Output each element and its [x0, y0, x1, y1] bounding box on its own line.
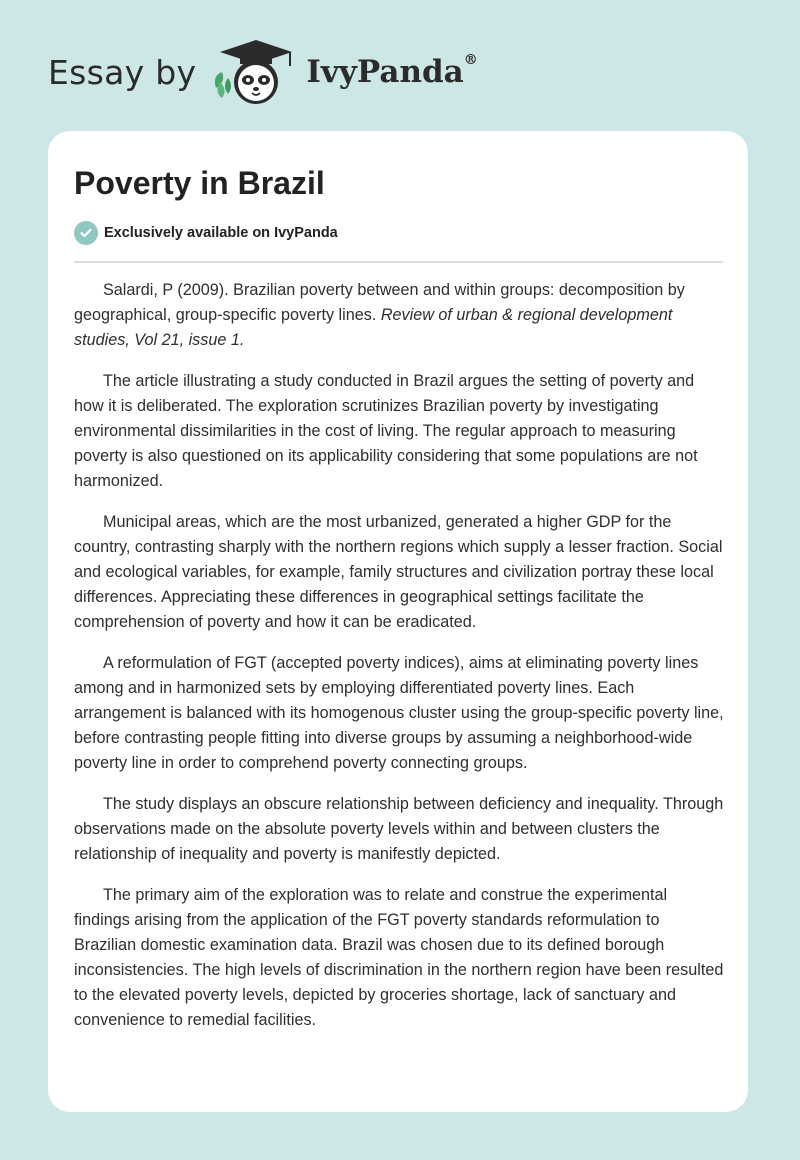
reference-text: Salardi, P (2009). Brazilian poverty between and within groups: decomposition by geographical, group-specific poverty lines. [74, 281, 685, 324]
essay-card [48, 131, 748, 1112]
essay-by-label: Essay by [48, 52, 197, 92]
exclusive-badge [74, 221, 338, 245]
registered-mark: ® [463, 52, 478, 68]
body-paragraph: A reformulation of FGT (accepted poverty indices), aims at eliminating poverty lines among and in harmonized sets by employing differentiated poverty lines. Each arrangement is balanced with its homogenous cluster using the group-specific poverty line, before contrasting people fitting into diverse groups by assuming a neighborhood-wide poverty line in order to comprehend poverty connecting groups. [74, 654, 724, 772]
body-paragraph: Municipal areas, which are the most urbanized, generated a higher GDP for the country, contrasting sharply with the northern regions which supply a lesser fraction. Social and ecological variables, for example, family structures and civilization portray these local differences. Appreciating these differences in geographical settings facilitate the comprehension of poverty and how it can be eradicated. [74, 513, 723, 631]
exclusive-label: Exclusively available on IvyPanda [104, 225, 338, 241]
essay-body [74, 278, 724, 1049]
brand-text: IvyPanda [306, 54, 464, 90]
body-paragraph: The study displays an obscure relationship between deficiency and inequality. Through observations made on the absolute poverty levels within and between clusters the relationship of inequality and poverty is manifestly depicted. [74, 795, 724, 863]
panda-logo-icon[interactable] [210, 36, 302, 108]
brand-name[interactable] [306, 54, 477, 90]
body-paragraph: The article illustrating a study conducted in Brazil argues the setting of poverty and how it is deliberated. The exploration scrutinizes Brazilian poverty by investigating environmental dissimilarities in the cost of living. The regular approach to measuring poverty is also questioned on its applicability considering that some populations are not harmonized. [74, 372, 698, 490]
reference-journal: Review of urban & regional development studies, Vol 21, issue 1. [74, 306, 673, 349]
site-header [48, 36, 478, 108]
body-paragraph: The primary aim of the exploration was to relate and construe the experimental findings arising from the application of the FGT poverty standards reformulation to Brazilian domestic examination data. Brazil was chosen due to its defined borough inconsistencies. The high levels of discrimination in the northern region have been resulted to the elevated poverty levels, depicted by groceries shortage, lack of sanctuary and convenience to remedial facilities. [74, 886, 724, 1029]
divider [74, 261, 723, 263]
page-title: Poverty in Brazil [74, 165, 325, 201]
reference-paragraph [74, 278, 724, 353]
check-icon [74, 221, 98, 245]
